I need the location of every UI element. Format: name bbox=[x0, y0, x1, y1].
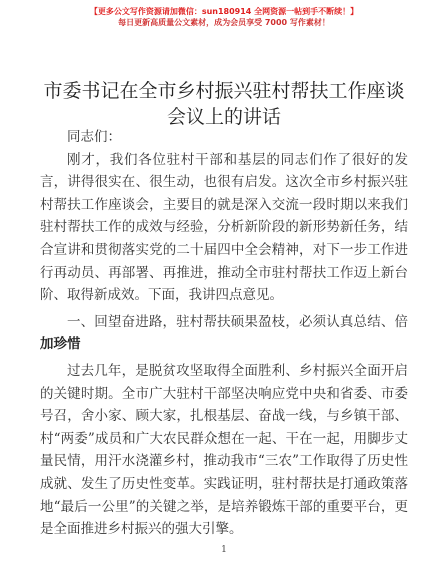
promo-banner bbox=[0, 6, 448, 28]
document-title: 市委书记在全市乡村振兴驻村帮扶工作座谈会议上的讲话 bbox=[43, 80, 405, 128]
section-heading-1 bbox=[40, 311, 408, 356]
page-number: 1 bbox=[221, 545, 227, 555]
document-body bbox=[40, 126, 408, 541]
promo-banner-line1: 【更多公文写作资源请加微信：sun180914 全网资源一帖到手不断续！】 bbox=[89, 7, 359, 16]
section-heading-1-text: 一、回望奋进路，驻村帮扶硕果盈枝，必须认真总结、倍 bbox=[67, 313, 408, 330]
paragraph-intro: 刚才，我们各位驻村干部和基层的同志们作了很好的发言，讲得很实在、很生动，也很有启发。这次全市乡村振兴驻村帮扶工作座谈会，主要目的就是深入交流一段时期以来我们驻村帮扶工作的成效与经验，分析新阶段的新形势新任务，结合宣讲和贯彻落实党的二十届四中全会精神，对下一步工作进行再动员、再部署、再推进，推动全市驻村帮扶工作迈上新台阶、取得新成效。下面，我讲四点意见。 bbox=[40, 151, 408, 304]
section-heading-1-bold: 加珍惜 bbox=[40, 336, 81, 353]
greeting: 同志们： bbox=[67, 129, 121, 145]
paragraph-achievements: 过去几年，是脱贫攻坚取得全面胜利、乡村振兴全面开启的关键时期。全市广大驻村干部坚决响应党中央和省委、市委号召，舍小家、顾大家，扎根基层、奋战一线，与乡镇干部、村“两委”成员和广大农民群众想在一起、干在一起，用脚步丈量民情，用汗水浇灌乡村，推动我市“三农”工作取得了历史性成就、发生了历史性变革。实践证明，驻村帮扶是打通政策落地“最后一公里”的关键之举，是培养锻炼干部的重要平台，更是全面推进乡村振兴的强大引擎。 bbox=[40, 362, 408, 538]
promo-banner-line2: 每日更新高质量公文素材，成为会员享受 7000 写作素材！ bbox=[118, 18, 330, 27]
